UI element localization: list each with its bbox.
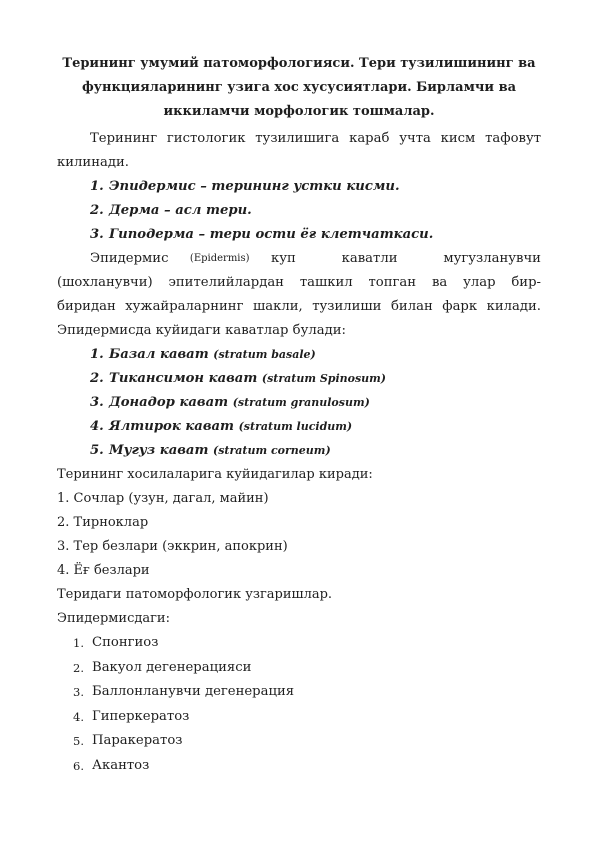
document-page <box>57 52 541 778</box>
epidermis-changes-list <box>57 631 541 778</box>
epidermis-para-line-1 <box>57 247 541 271</box>
epidermis-para-line-4: Эпидермисда куйидаги каватлар булади: <box>57 323 346 338</box>
word: мугузланувчи <box>443 251 541 266</box>
appendage-item: 3. Тер безлари (эккрин, апокрин) <box>57 539 288 554</box>
epidermis-para-line-2: (шохланувчи) эпителийлардан ташкил топган ва улар бир- <box>57 275 541 290</box>
epidermis-latin: (Epidermis) <box>189 253 250 264</box>
changes-heading: Теридаги патоморфологик узгаришлар. <box>57 587 333 602</box>
title-line-3: иккиламчи морфологик тошмалар. <box>163 104 435 119</box>
epidermis-para-line-3: биридан хужайраларнинг шакли, тузилиши билан фарк килади. <box>57 299 541 314</box>
appendage-item: 1. Сочлар (узун, дагал, майин) <box>57 491 269 506</box>
title-line-2: функцияларининг узига хос хусусиятлари. Бирламчи ва <box>81 80 517 95</box>
list-item: 3. Донадор кават (stratum granulosum) <box>90 395 370 410</box>
list-item: 3. Гиподерма – тери ости ёғ клетчаткаси. <box>90 227 434 242</box>
list-item: 3. Баллонланувчи дегенерация <box>73 684 295 699</box>
epidermis-layers-list <box>57 343 541 463</box>
title-line-1: Терининг умумий патоморфологияси. Тери тузилишининг ва <box>62 56 536 71</box>
list-item: 1. Базал кават (stratum basale) <box>90 347 316 362</box>
list-item: 1. Эпидермис – терининг устки кисми. <box>90 179 400 194</box>
list-item: 2. Дерма – асл тери. <box>90 203 252 218</box>
epidermis-rest <box>271 247 541 271</box>
epidermis-word: Эпидермис <box>90 251 169 266</box>
appendage-item: 2. Тирноклар <box>57 515 149 530</box>
document-title <box>57 52 541 124</box>
list-item: 4. Гиперкератоз <box>73 708 190 724</box>
word: куп <box>271 251 296 266</box>
list-item: 5. Паракератоз <box>73 733 183 748</box>
intro-line-2: килинади. <box>57 155 129 170</box>
list-item: 4. Ялтирок кават (stratum lucidum) <box>90 419 353 434</box>
appendages-heading: Терининг хосилаларига куйидагилар киради: <box>57 467 373 482</box>
appendage-item: 4. Ёғ безлари <box>57 563 150 578</box>
epidermis-changes-heading: Эпидермисдаги: <box>57 611 170 626</box>
list-item: 2. Тикансимон кават (stratum Spinosum) <box>90 371 387 386</box>
skin-layers-list <box>57 175 541 247</box>
list-item: 1. Спонгиоз <box>73 635 159 650</box>
word: каватли <box>341 251 398 266</box>
list-item: 5. Мугуз кават (stratum corneum) <box>90 443 331 458</box>
list-item: 6. Акантоз <box>73 757 150 773</box>
intro-line-1: Терининг гистологик тузилишига караб учта кисм тафовут <box>90 131 541 146</box>
list-item: 2. Вакуол дегенерацияси <box>73 659 252 675</box>
